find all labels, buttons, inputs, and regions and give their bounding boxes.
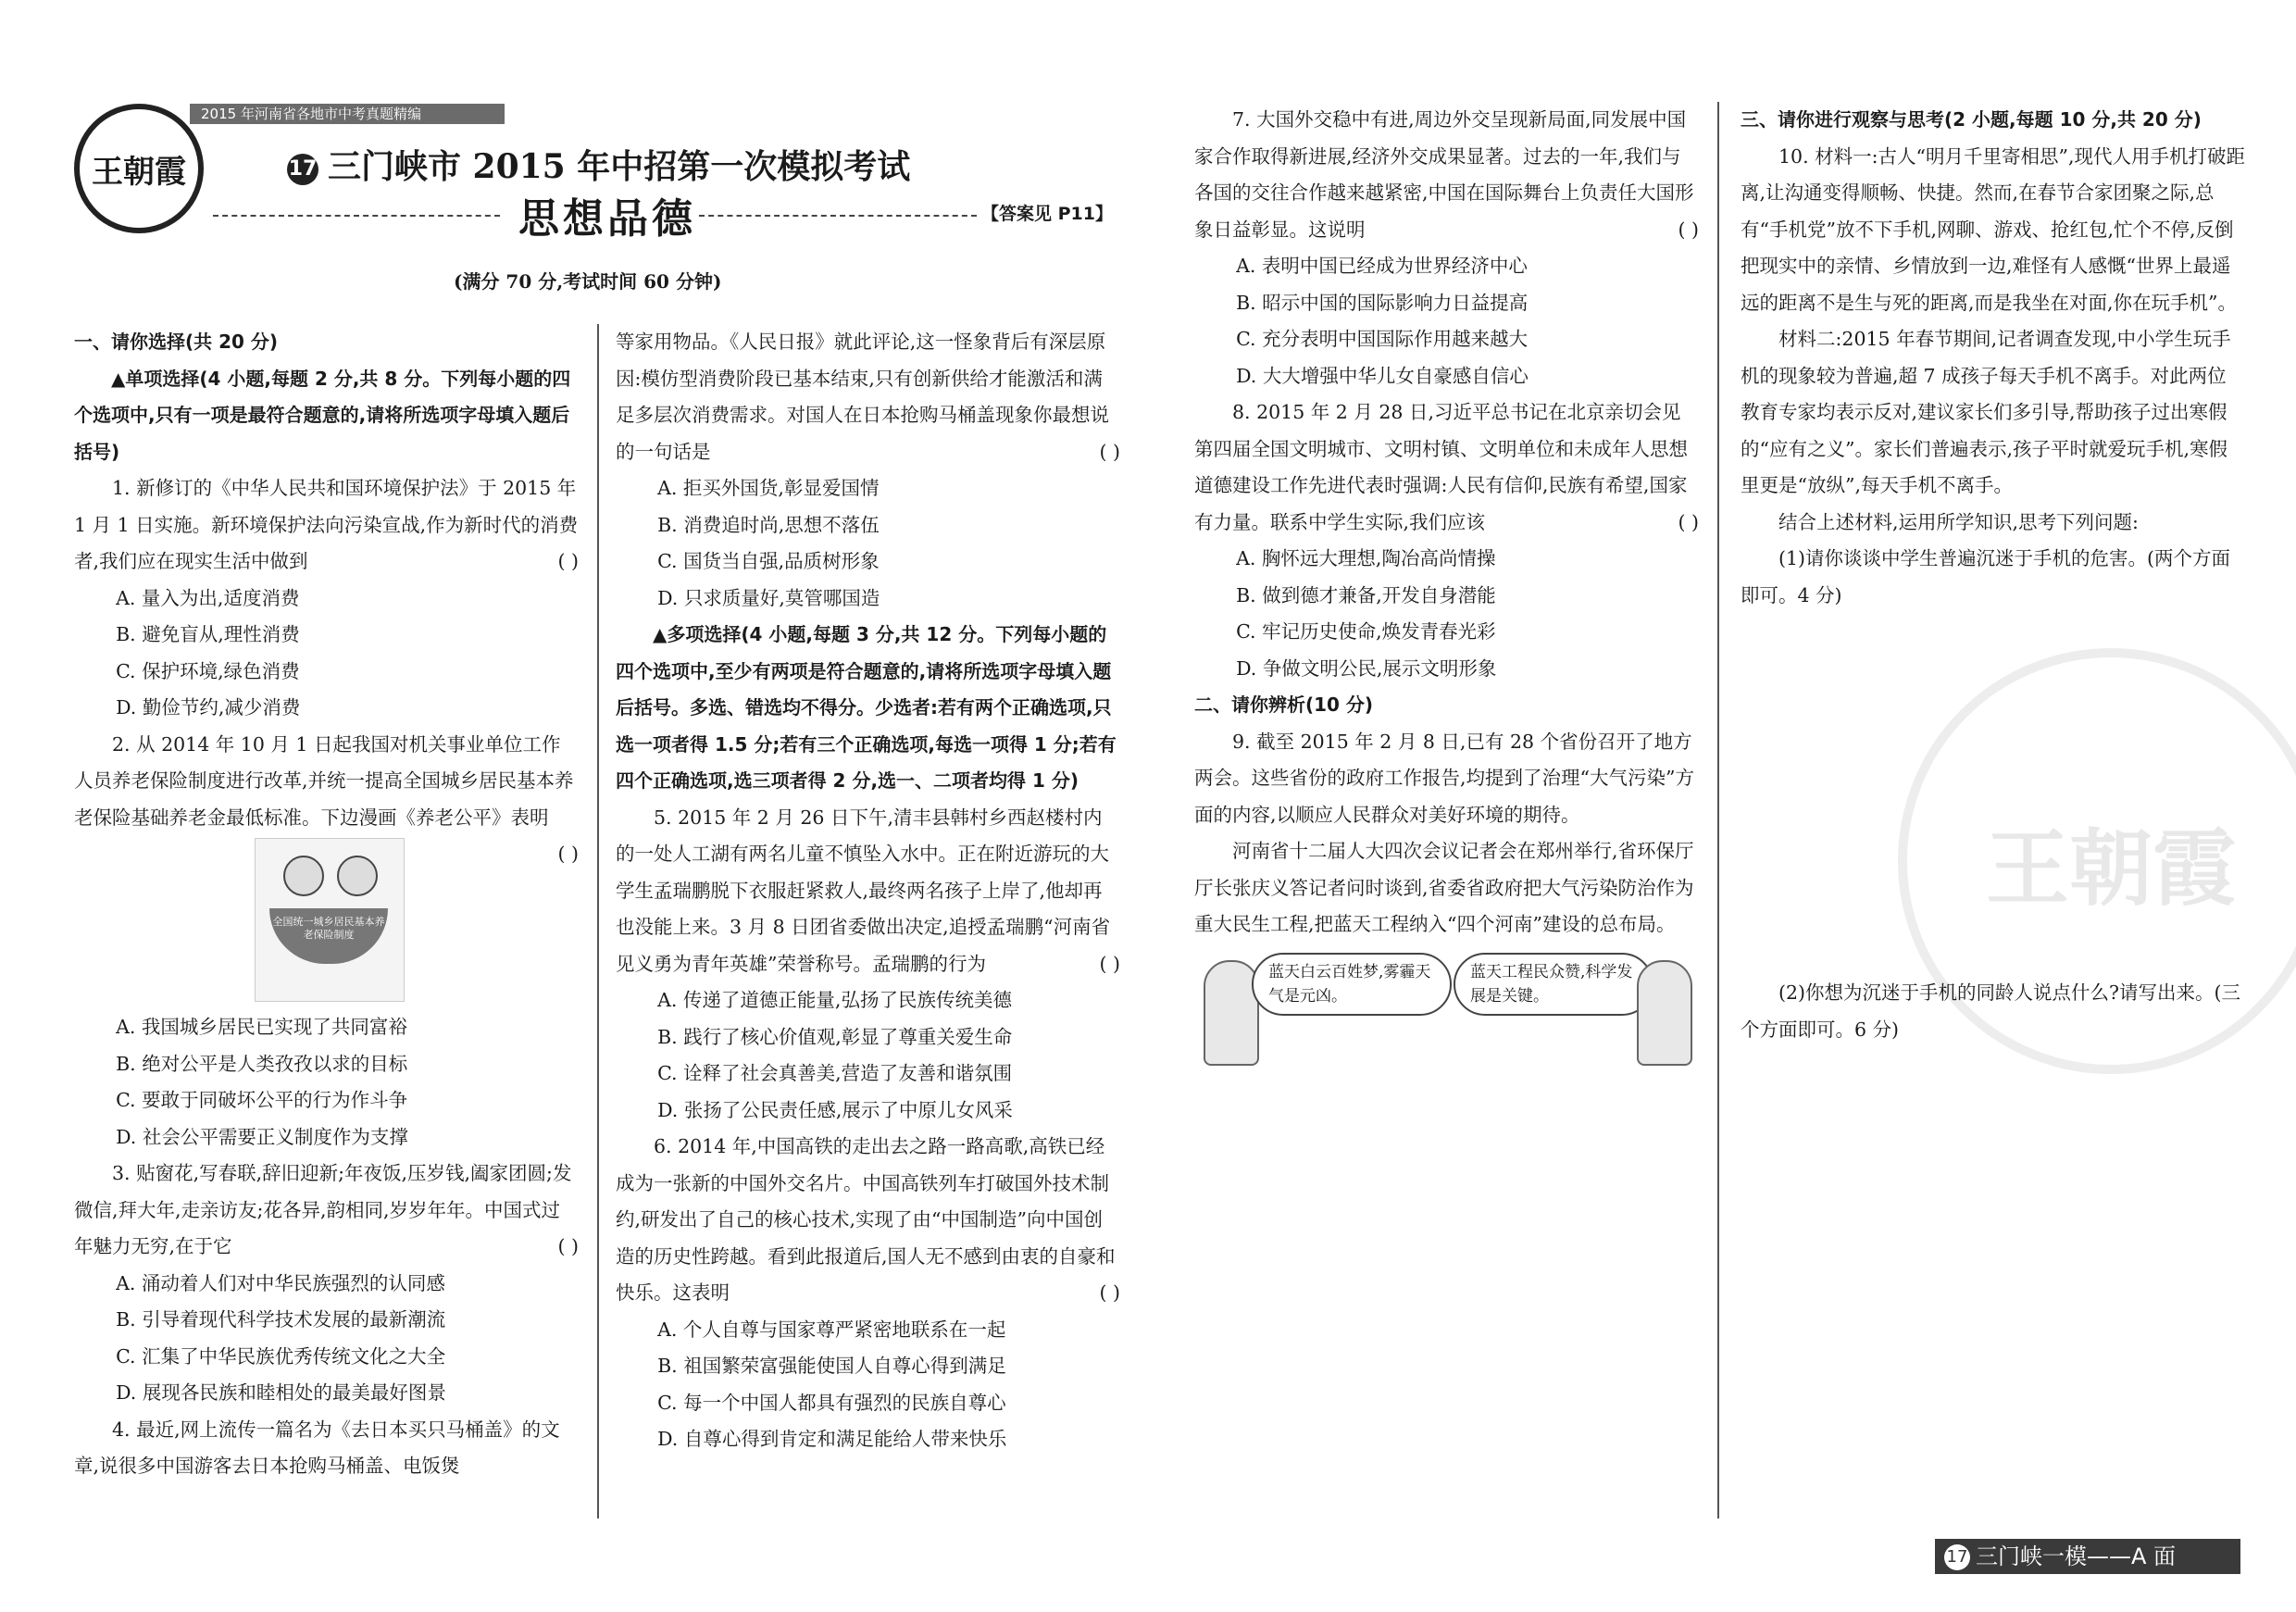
cartoon-figure-left [283,856,324,896]
answer-bracket: ( ) [1678,218,1699,241]
q1-option-b: B. 避免盲从,理性消费 [116,623,300,645]
question-4-continued: 等家用物品。《人民日报》就此评论,这一怪象背后有深层原因:模仿型消费阶段已基本结束,只有创新供给才能激活和满足多层次消费需求。对国人在日本抢购马桶盖现象你最想说的一句话是 ( ) [616,324,1120,470]
q6-option-b: B. 祖国繁荣富强能使国人自尊心得到满足 [657,1355,1006,1377]
q3-option-c: C. 汇集了中华民族优秀传统文化之大全 [116,1344,446,1368]
q1-option-a: A. 量入为出,适度消费 [116,586,300,609]
pension-fairness-cartoon [255,838,405,1002]
series-banner: 2015 年河南省各地市中考真题精编 [190,104,505,124]
answer-bracket: ( ) [1099,1281,1120,1304]
q3-option-d: D. 展现各民族和睦相处的最美最好图景 [116,1381,446,1404]
column-4 [1741,102,2245,1048]
q8-option-d: D. 争做文明公民,展示文明形象 [1236,656,1497,680]
question-10-material-1: 10. 材料一:古人“明月千里寄相思”,现代人用手机打破距离,让沟通变得顺畅、快捷。然而,在春节合家团聚之际,总有“手机党”放不下手机,网聊、游戏、抢红包,忙个不停,反倒把现实中的亲情、乡情放到一边,难怪有人感慨“世界上最遥远的距离不是生与死的距离,而是我坐在对面,你在玩手机”。 [1741,144,2246,314]
q7-option-b: B. 昭示中国的国际影响力日益提高 [1236,291,1529,314]
q8-option-a: A. 胸怀远大理想,陶冶高尚情操 [1236,547,1496,569]
q1-option-c: C. 保护环境,绿色消费 [116,659,300,682]
speech-bubble-left: 蓝天白云百姓梦,雾霾天气是元凶。 [1252,953,1452,1016]
question-5: 5. 2015 年 2 月 26 日下午,清丰县韩村乡西赵楼村内的一处人工湖有两名儿童不慎坠入水中。正在附近游玩的大学生孟瑞鹏脱下衣服赶紧救人,最终两名孩子上岸了,他却再也没能上来。3 月 8 日团省委做出决定,追授孟瑞鹏“河南省见义勇为青年英雄”荣誉称号。孟瑞鹏的行为 ( ) [616,800,1120,983]
cartoon-figure-right [337,856,378,896]
q2-option-c: C. 要敢于同破坏公平的行为作斗争 [116,1089,408,1111]
answer-bracket: ( ) [557,1235,579,1257]
exam-number-badge: 17 [287,154,318,185]
column-divider-1 [597,324,599,1518]
q6-option-c: C. 每一个中国人都具有强烈的民族自尊心 [657,1391,1006,1414]
page-footer [1935,1539,2240,1574]
answer-reference: 【答案见 P11】 [981,204,1113,224]
q1-option-d: D. 勤俭节约,减少消费 [116,696,301,719]
q6-option-a: A. 个人自尊与国家尊严紧密地联系在一起 [657,1318,1006,1341]
question-8: 8. 2015 年 2 月 28 日,习近平总书记在北京亲切会见第四届全国文明城市、文明村镇、文明单位和未成年人思想道德建设工作先进代表时强调:人民有信仰,民族有希望,国家有力量。联系中学生实际,我们应该 ( ) [1194,394,1699,541]
question-10-material-2: 材料二:2015 年春节期间,记者调查发现,中小学生玩手机的现象较为普遍,超 7 成孩子每天手机不离手。对此两位教育专家均表示反对,建议家长们多引导,帮助孩子过出寒假的“应有之义”。家长们普遍表示,孩子平时就爱玩手机,寒假里更是“放纵”,每天手机不离手。 [1741,328,2231,496]
q4-option-d: D. 只求质量好,莫管哪国造 [657,586,880,609]
q4-option-a: A. 拒买外国货,彰显爱国情 [657,477,880,499]
cartoon-girl [1637,960,1692,1066]
answer-bracket: ( ) [1099,952,1120,975]
single-choice-instructions: ▲单项选择(4 小题,每题 2 分,共 8 分。下列每小题的四个选项中,只有一项是最符合题意的,请将所选项字母填入题后括号) [74,367,571,463]
q2-option-d: D. 社会公平需要正义制度作为支撑 [116,1125,408,1148]
q3-option-b: B. 引导着现代科学技术发展的最新潮流 [116,1308,446,1331]
column-1 [74,324,579,1485]
q6-option-d: D. 自尊心得到肯定和满足能给人带来快乐 [657,1428,1007,1450]
q8-option-c: C. 牢记历史使命,焕发青春光彩 [1236,620,1496,643]
q2-option-a: A. 我国城乡居民已实现了共同富裕 [116,1016,407,1038]
subject-title: 思想品德 [518,195,696,243]
column-divider-2 [1717,102,1719,1518]
blue-sky-cartoon [1194,953,1694,1064]
question-10-task: 结合上述材料,运用所学知识,思考下列问题: [1778,510,2139,533]
question-2: 2. 从 2014 年 10 月 1 日起我国对机关事业单位工作人员养老保险制度进行改革,并统一提高全国城乡居民基本养老保险基础养老金最低标准。下边漫画《养老公平》表明 ( ) [74,727,579,837]
column-2 [616,324,1120,1458]
q2-option-b: B. 绝对公平是人类孜孜以求的目标 [116,1052,408,1075]
question-7: 7. 大国外交稳中有进,周边外交呈现新局面,同发展中国家合作取得新进展,经济外交成果显著。过去的一年,我们与各国的交往合作越来越紧密,中国在国际舞台上负责任大国形象日益彰显。这说明 ( ) [1194,102,1699,248]
cartoon-bowl-caption: 全国统一城乡居民基本养老保险制度 [269,908,388,964]
q5-option-a: A. 传递了道德正能量,弘扬了民族传统美德 [657,989,1012,1011]
exam-title-text: 三门峡市 2015 年中招第一次模拟考试 [328,147,911,186]
answer-bracket: ( ) [557,550,579,572]
publisher-watermark: 王朝霞 [1898,648,2296,1074]
speech-bubble-right: 蓝天工程民众赞,科学发展是关键。 [1454,953,1653,1016]
footer-number-badge: 17 [1944,1544,1970,1570]
q4-option-b: B. 消费追时尚,思想不落伍 [657,513,880,536]
q7-option-a: A. 表明中国已经成为世界经济中心 [1236,255,1528,277]
q5-option-d: D. 张扬了公民责任感,展示了中原儿女风采 [657,1098,1013,1121]
section-2-heading: 二、请你辨析(10 分) [1194,694,1374,716]
column-3 [1194,102,1699,1064]
publisher-logo: 王朝霞 [74,104,204,233]
section-1-heading: 一、请你选择(共 20 分) [74,331,279,353]
multi-choice-instructions: ▲多项选择(4 小题,每题 3 分,共 12 分。下列每小题的四个选项中,至少有两项是符合题意的,请将所选项字母填入题后括号。多选、错选均不得分。少选者:若有两个正确选项,只选一项者得 1.5 分;若有三个正确选项,每选一项得 1 分;若有四个正确选项,选三项者得 2 分,选一、二项者均得 1 分) [616,623,1117,792]
question-10-part-2: (2)你想为沉迷于手机的同龄人说点什么?请写出来。(三个方面即可。6 分) [1741,981,2241,1041]
q7-option-c: C. 充分表明中国国际作用越来越大 [1236,328,1529,350]
divider-right [699,215,977,217]
question-9-material-2: 河南省十二届人大四次会议记者会在郑州举行,省环保厅厅长张庆义答记者问时谈到,省委省政府把大气污染防治作为重大民生工程,把蓝天工程纳入“四个河南”建设的总布局。 [1194,840,1694,935]
section-3-heading: 三、请你进行观察与思考(2 小题,每题 10 分,共 20 分) [1741,108,2202,131]
q5-option-b: B. 践行了核心价值观,彰显了尊重关爱生命 [657,1025,1013,1048]
question-6: 6. 2014 年,中国高铁的走出去之路一路高歌,高铁已经成为一张新的中国外交名片。中国高铁列车打破国外技术制约,研发出了自己的核心技术,实现了由“中国制造”向中国创造的历史性跨越。看到此报道后,国人无不感到由衷的自豪和快乐。这表明 ( ) [616,1129,1120,1312]
answer-bracket: ( ) [557,843,579,865]
q5-option-c: C. 诠释了社会真善美,营造了友善和谐氛围 [657,1062,1013,1084]
score-info: (满分 70 分,考试时间 60 分钟) [454,270,722,293]
question-3: 3. 贴窗花,写春联,辞旧迎新;年夜饭,压岁钱,阖家团圆;发微信,拜大年,走亲访友;花各异,韵相同,岁岁年年。中国式过年魅力无穷,在于它 ( ) [74,1156,579,1266]
cartoon-boy [1204,960,1259,1066]
answer-space-1 [1741,614,2245,975]
divider-left [213,215,500,217]
answer-bracket: ( ) [1678,510,1699,533]
question-10-part-1: (1)请你谈谈中学生普遍沉迷于手机的危害。(两个方面即可。4 分) [1741,547,2231,606]
question-1: 1. 新修订的《中华人民共和国环境保护法》于 2015 年 1 月 1 日实施。新环境保护法向污染宣战,作为新时代的消费者,我们应在现实生活中做到 ( ) [74,470,579,581]
footer-label: 三门峡一模——A 面 [1976,1543,2177,1569]
question-9-material-1: 9. 截至 2015 年 2 月 8 日,已有 28 个省份召开了地方两会。这些省份的政府工作报告,均提到了治理“大气污染”方面的内容,以顺应人民群众对美好环境的期待。 [1194,730,1694,826]
exam-title [287,141,910,188]
answer-bracket: ( ) [1099,440,1120,463]
q4-option-c: C. 国货当自强,品质树形象 [657,550,880,572]
q8-option-b: B. 做到德才兼备,开发自身潜能 [1236,583,1496,606]
q7-option-d: D. 大大增强中华儿女自豪感自信心 [1236,364,1529,387]
question-4-start: 4. 最近,网上流传一篇名为《去日本买只马桶盖》的文章,说很多中国游客去日本抢购马桶盖、电饭煲 [74,1418,560,1477]
q3-option-a: A. 涌动着人们对中华民族强烈的认同感 [116,1271,445,1294]
